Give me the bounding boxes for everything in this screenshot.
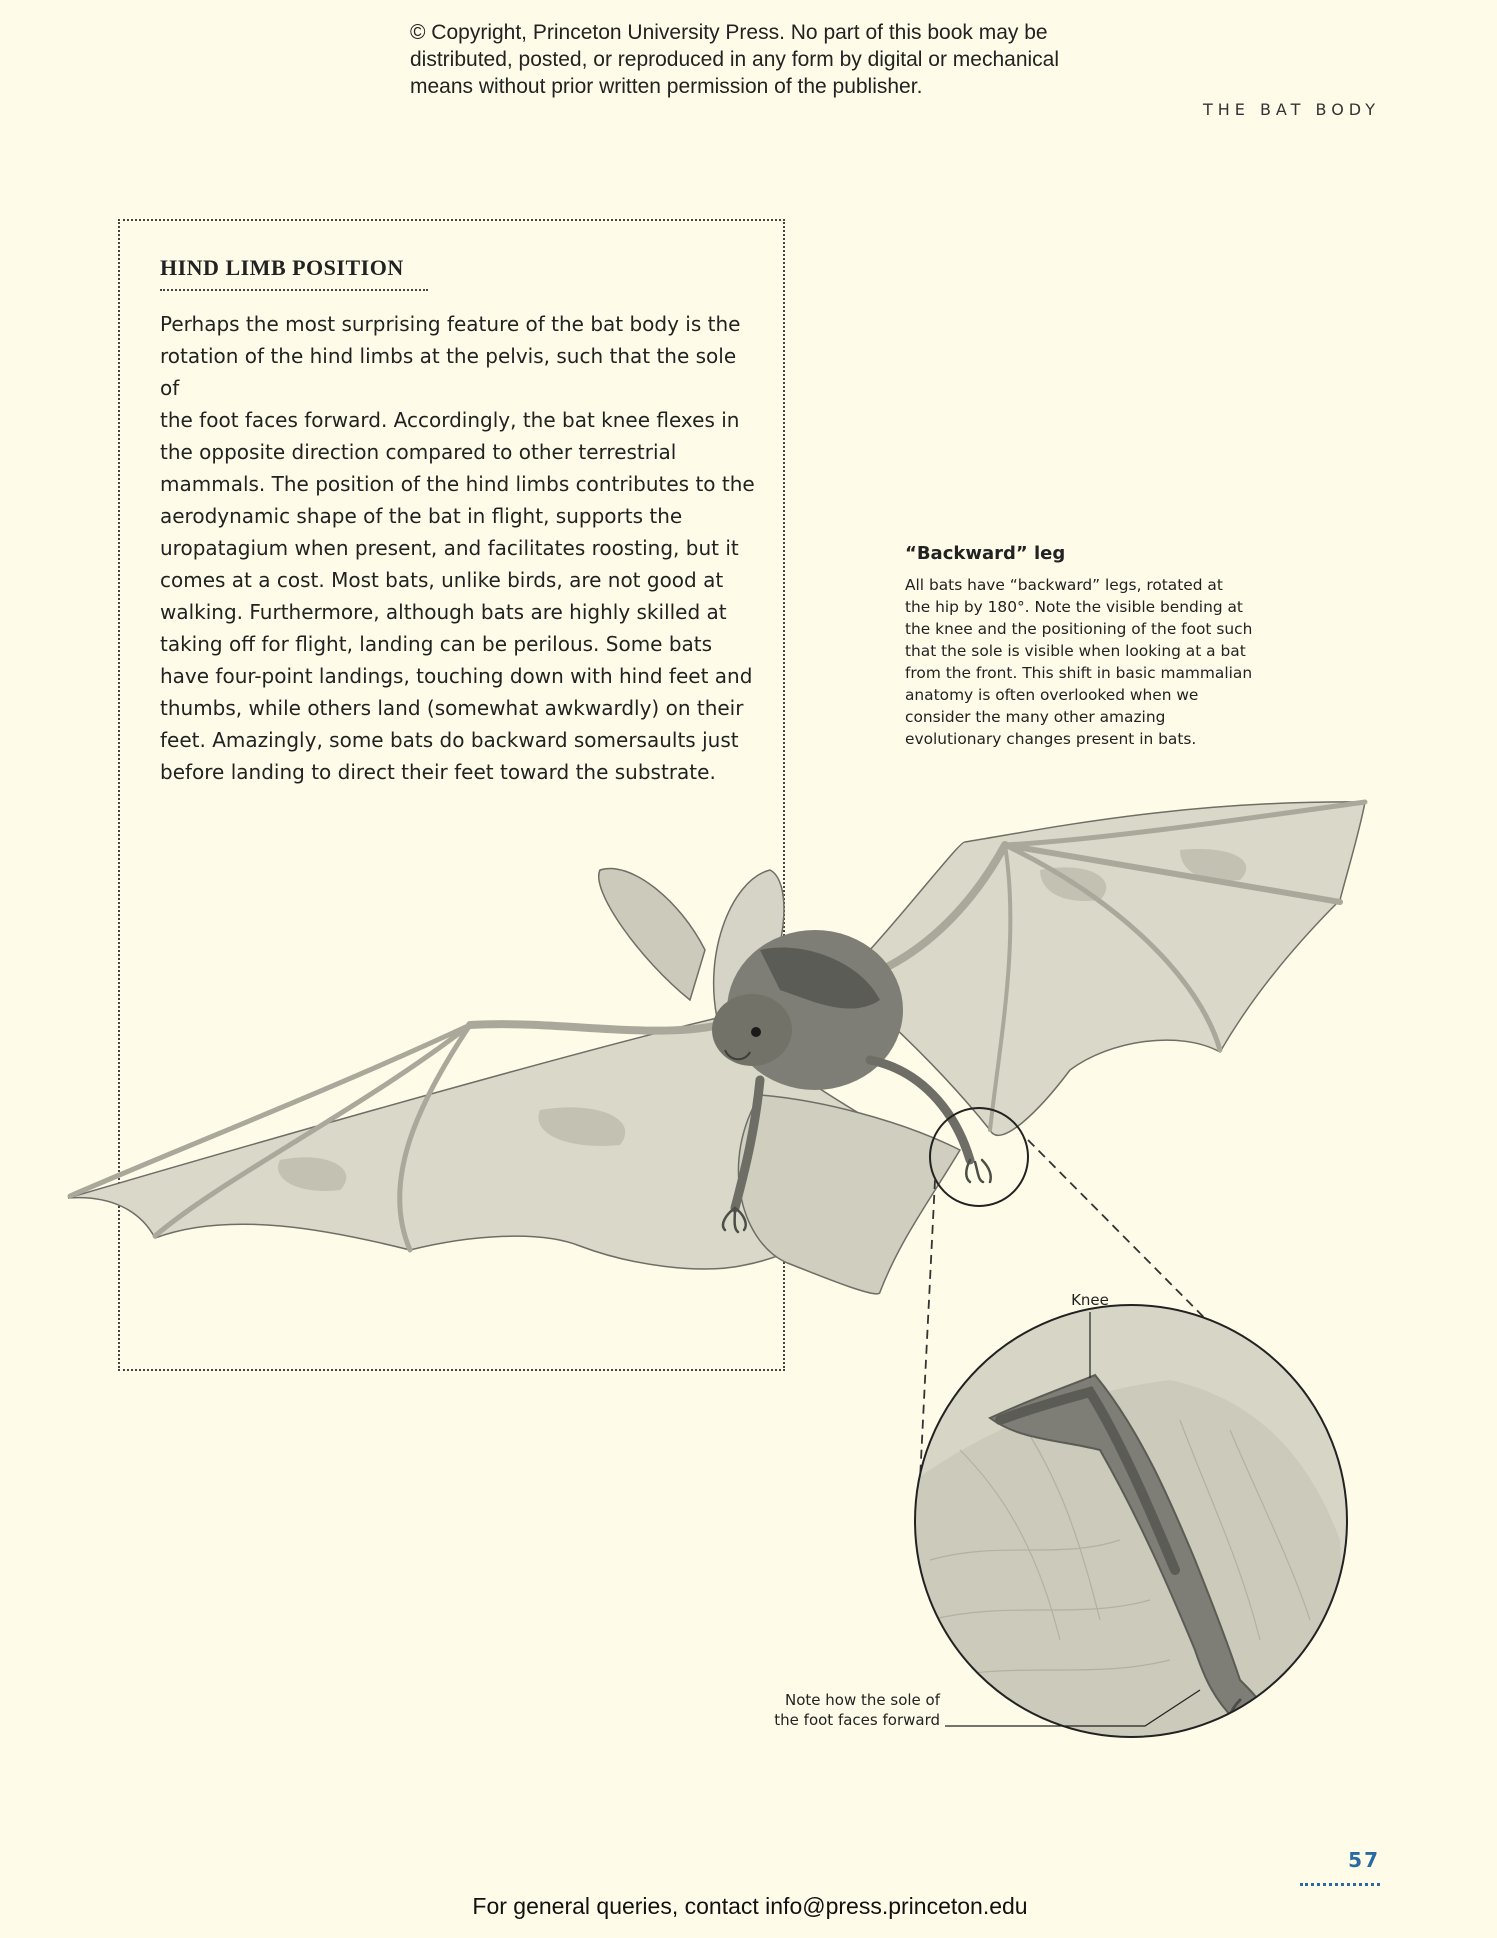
sidebar-line: taking off for flight, landing can be perilous. Some bats <box>160 632 713 656</box>
sidebar-line: walking. Furthermore, although bats are highly skilled at <box>160 600 727 624</box>
sidebar-line: comes at a cost. Most bats, unlike birds, are not good at <box>160 568 724 592</box>
sidebar-line: mammals. The position of the hind limbs contributes to the <box>160 472 755 496</box>
sole-label-line: the foot faces forward <box>774 1711 940 1729</box>
caption-line: evolutionary changes present in bats. <box>905 730 1197 748</box>
caption-line: that the sole is visible when looking at a bat <box>905 642 1246 660</box>
caption-line: All bats have “backward” legs, rotated at <box>905 576 1223 594</box>
sidebar-line: uropatagium when present, and facilitates roosting, but it <box>160 536 739 560</box>
copyright-line: © Copyright, Princeton University Press. No part of this book may be <box>410 21 1048 44</box>
sidebar-line: aerodynamic shape of the bat in flight, supports the <box>160 504 683 528</box>
caption-line: consider the many other amazing <box>905 708 1166 726</box>
caption-title: “Backward” leg <box>905 543 1066 564</box>
caption-line: anatomy is often overlooked when we <box>905 686 1199 704</box>
bat-eye <box>751 1027 761 1037</box>
sidebar-line: before landing to direct their feet toward the substrate. <box>160 760 716 784</box>
caption-line: from the front. This shift in basic mammalian <box>905 664 1253 682</box>
sidebar-line: have four-point landings, touching down with hind feet and <box>160 664 753 688</box>
sidebar-title: HIND LIMB POSITION <box>160 255 428 291</box>
caption-line: the knee and the positioning of the foot such <box>905 620 1253 638</box>
tail-membrane <box>738 1095 960 1294</box>
sidebar-line: the foot faces forward. Accordingly, the bat knee flexes in <box>160 408 740 432</box>
sole-label-line: Note how the sole of <box>785 1691 940 1709</box>
page-number-dots <box>1300 1883 1380 1886</box>
running-head: THE BAT BODY <box>1202 100 1380 119</box>
knee-label: Knee <box>1071 1291 1109 1309</box>
copyright-line: means without prior written permission of the publisher. <box>410 75 923 98</box>
sidebar-line: the opposite direction compared to other terrestrial <box>160 440 677 464</box>
copyright-line: distributed, posted, or reproduced in any form by digital or mechanical <box>410 48 1060 71</box>
sole-label <box>700 1690 940 1730</box>
caption-line: the hip by 180°. Note the visible bending at <box>905 598 1243 616</box>
bat-ear <box>599 868 705 1000</box>
sidebar-line: feet. Amazingly, some bats do backward somersaults just <box>160 728 739 752</box>
sidebar-line: rotation of the hind limbs at the pelvis, such that the sole of <box>160 344 737 400</box>
footer-contact: For general queries, contact info@press.princeton.edu <box>472 1893 1028 1919</box>
sidebar-line: thumbs, while others land (somewhat awkwardly) on their <box>160 696 744 720</box>
sidebar-line: Perhaps the most surprising feature of the bat body is the <box>160 312 741 336</box>
page-number: 57 <box>1348 1848 1380 1872</box>
